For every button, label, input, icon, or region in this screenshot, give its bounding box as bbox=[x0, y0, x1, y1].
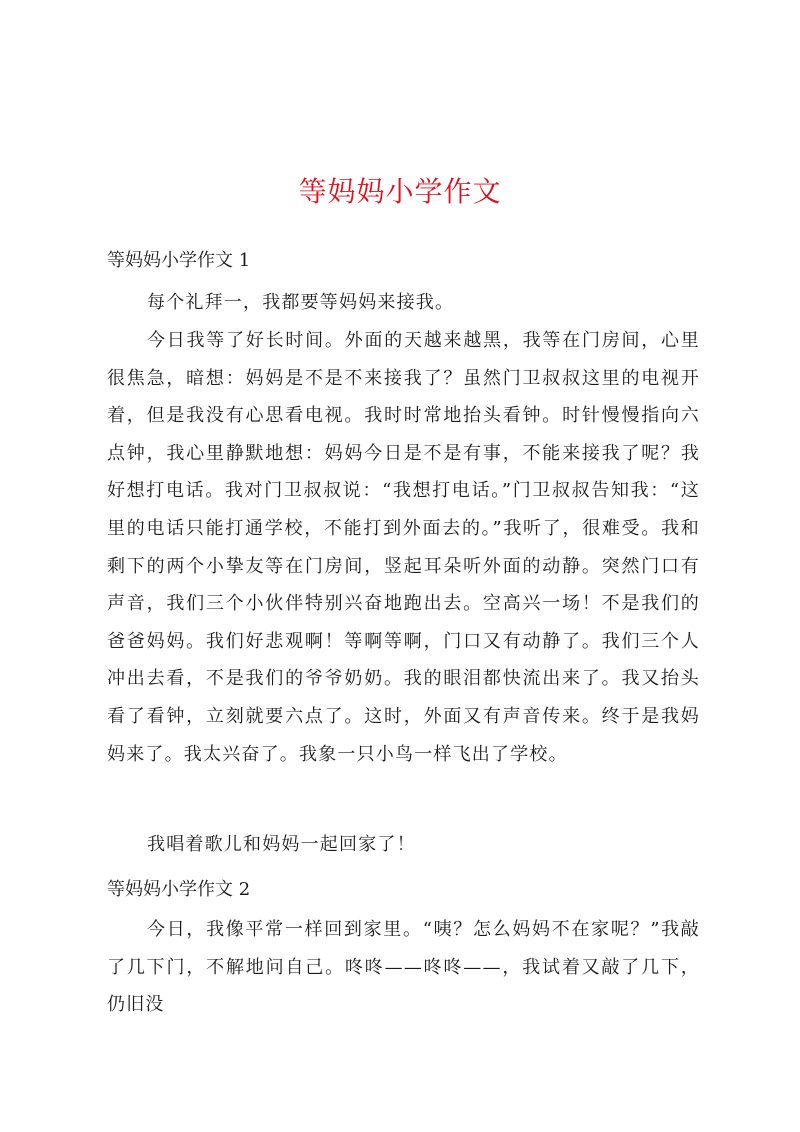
essay-1-heading: 等妈妈小学作文 1 bbox=[107, 250, 251, 271]
essay-1-paragraph-3: 我唱着歌儿和妈妈一起回家了！ bbox=[147, 834, 416, 855]
document-title: 等妈妈小学作文 bbox=[298, 175, 502, 208]
essay-1-paragraph-2: 今日我等了好长时间。外面的天越来越黑，我等在门房间，心里很焦急，暗想：妈妈是不是不来接我了？虽然门卫叔叔这里的电视开着，但是我没有心思看电视。我时时常地抬头看钟。时针慢慢指向六点钟，我心里静默地想：妈妈今日是不是有事，不能来接我了呢？我好想打电话。我对门卫叔叔说：“我想打电话。”门卫叔叔告知我：“这里的电话只能打通学校，不能打到外面去的。”我听了，很难受。我和剩下的两个小挚友等在门房间，竖起耳朵听外面的动静。突然门口有声音，我们三个小伙伴特别兴奋地跑出去。空高兴一场！不是我们的爸爸妈妈。我们好悲观啊！等啊等啊，门口又有动静了。我们三个人冲出去看，不是我们的爷爷奶奶。我的眼泪都快流出来了。我又抬头看了看钟，立刻就要六点了。这时，外面又有声音传来。终于是我妈妈来了。我太兴奋了。我象一只小鸟一样飞出了学校。 bbox=[107, 330, 700, 765]
essay-2-paragraph-1: 今日，我像平常一样回到家里。“咦？怎么妈妈不在家呢？”我敲了几下门，不解地问自己。咚咚——咚咚——，我试着又敲了几下，仍旧没 bbox=[107, 919, 700, 1016]
essay-1-paragraph-1: 每个礼拜一，我都要等妈妈来接我。 bbox=[147, 292, 455, 313]
essay-2-heading: 等妈妈小学作文 2 bbox=[107, 879, 251, 900]
